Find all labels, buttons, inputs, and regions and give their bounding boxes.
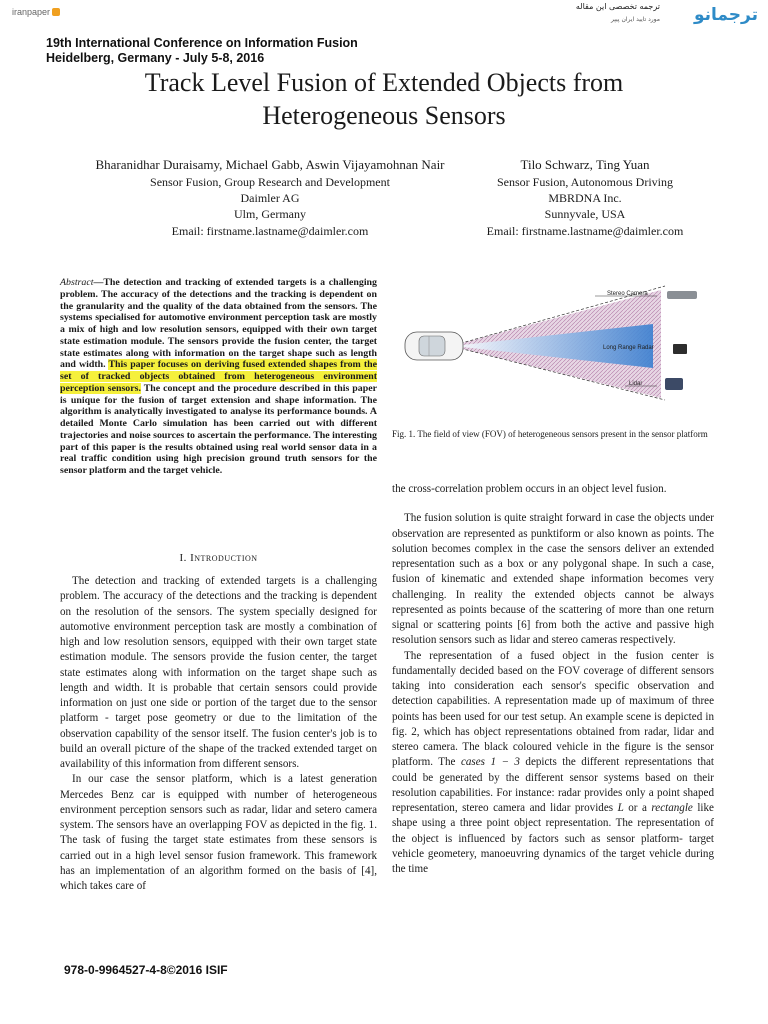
- abstract-lead: Abstract: [60, 277, 94, 288]
- translation-service-logo[interactable]: [575, 2, 758, 30]
- paragraph-continued: the cross-correlation problem occurs in an object level fusion.: [392, 483, 667, 495]
- translation-service-brand: ترجمانو: [693, 5, 758, 25]
- paper-title: [40, 66, 728, 132]
- left-column-body: [60, 574, 377, 894]
- author-names: Bharanidhar Duraisamy, Michael Gabb, Aswin Vijayamohnan Nair: [95, 157, 445, 172]
- stereo-camera-icon: [667, 291, 697, 299]
- author-block-right: [470, 156, 700, 239]
- paragraph: The detection and tracking of extended targets is a challenging problem. The accuracy of the detections and the tracking is dependent on the resolution of the sensors. The system specially designed for automotive environment perception task are mostly a combination of high and low resolution sensors, equipped with their own target state estimation module. The sensors provide the fusion center, the target state estimates along with information on the target shape such as length and width. It is probable that certain sensors could provide information on just one side or portion of the target due to the sensor platform - target pose geometry or due to the limitation of the observation capability of the sensor itself. The fusion center's job is to build an overall picture of the shape of the tracked extended target on availability of this information from different sensors.: [60, 575, 377, 770]
- paragraph: In our case the sensor platform, which is a latest generation Mercedes Benz car is equipped with number of heterogeneous environment perception sensors such as radar, lidar and setero camera system. The sensors have an overlapping FOV as depicted in the fig. 1. The task of fusing the target state estimates from these sensors is carried out in a high level sensor fusion framework. This framework has an implementation of an algorithm formed on the basis of [4], which takes care of: [60, 773, 377, 892]
- math-L: L: [617, 802, 624, 814]
- author-location: Ulm, Germany: [234, 207, 306, 222]
- logo-mark-icon: [52, 8, 60, 16]
- paragraph: The representation of a fused object in the fusion center is fundamentally decided based on the FOV coverage of different sensors taking into consideration each sensor's specific observation and detection capabilities. A representation made up of maximum of three points has been used for our test setup. An example scene is depicted in fig. 2, which has object representations obtained from radar, lidar and stereo camera. The black coloured vehicle in the figure is the sensor platform. The cases 1 − 3 depicts the different representations that could be generated by the different sensor systems based on their resolution capabilities. For instance: radar provides only a point shaped representation, stereo camera and lidar provides L or a rectangle like shape using a three point object representation. The representation of the object is influenced by factors such as sensor platform- target vehicle geometery, manoeuvring dynamics of the target vehicle during the time: [392, 649, 715, 875]
- stereo-camera-label: Stereo Camera: [607, 291, 648, 297]
- abstract-text-continued: The concept and the procedure described in this paper is unique for the fusion of target extension and shape information. The algorithm is analytically investigated to analyse its performance bounds. A detailed Monte Carlo simulation has been carried out with different trajectories and noise sources to ascertain the performance. The interesting part of this paper is the results obtained using real world sensor data in a real traffic condition using high precision ground truth sensors for the sensor platform and the target vehicle.: [60, 382, 377, 476]
- figure-sensor-fov: [395, 282, 715, 402]
- author-block-left: [80, 156, 460, 239]
- author-email: Email: firstname.lastname@daimler.com: [171, 223, 369, 238]
- conference-location: Heidelberg, Germany - July 5-8, 2016: [46, 51, 265, 65]
- copyright-footer: 978-0-9964527-4-8©2016 ISIF: [64, 963, 228, 977]
- sensor-platform-car: [405, 332, 463, 360]
- author-organization: Daimler AG: [240, 191, 300, 206]
- radar-label: Long Range Radar: [603, 345, 654, 351]
- conference-name: 19th International Conference on Information Fusion: [46, 36, 358, 50]
- lidar-icon: [665, 378, 683, 390]
- math-cases: cases 1 − 3: [460, 756, 520, 769]
- abstract-highlight: This paper focuses on deriving fused extended shapes from the set of tracked objects obtained from heterogeneous environment perception sensors.: [60, 359, 377, 394]
- sensor-fov-diagram: [395, 282, 715, 402]
- paragraph: The fusion solution is quite straight forward in case the objects under observation are represented as punktiform or also known as points. The solution becomes complex in the case the sensors deliver an extended representation such as a box or any polygonal shape. In such a case, fusion of kinematic and extended shape information becomes very challenging. In reality the extended objects cannot be always represented as points because of the scattering of more than one return signal or scattering points [6] from both the active and passive high resolution sensors such as lidar and stereo cameras respectively.: [392, 512, 714, 647]
- author-email: Email: firstname.lastname@daimler.com: [486, 223, 684, 238]
- author-department: Sensor Fusion, Autonomous Driving: [496, 175, 673, 189]
- author-names: Tilo Schwarz, Ting Yuan: [520, 157, 650, 172]
- author-department: Sensor Fusion, Group Research and Development: [150, 175, 390, 189]
- math-rectangle: rectangle: [651, 802, 693, 814]
- abstract: [60, 277, 377, 477]
- author-organization: MBRDNA Inc.: [548, 191, 622, 206]
- title-line-1: Track Level Fusion of Extended Objects from: [144, 68, 624, 97]
- iranpaper-logo-text: iranpaper: [12, 7, 51, 17]
- translation-service-tagline: ترجمه تخصصی این مقاله: [575, 2, 660, 11]
- radar-icon: [673, 344, 687, 354]
- title-line-2: Heterogeneous Sensors: [262, 101, 506, 130]
- lidar-label: Lidar: [629, 381, 643, 387]
- figure-caption: Fig. 1. The field of view (FOV) of heterogeneous sensors present in the sensor platform: [392, 429, 708, 439]
- right-column-body: [392, 482, 714, 877]
- iranpaper-logo: [12, 5, 62, 19]
- translation-service-subtagline: مورد تایید ایران پیپر: [610, 16, 660, 23]
- abstract-text: —The detection and tracking of extended targets is a challenging problem. The accuracy of the detections and the tracking is dependent on the granularity and the quality of the data obtained from the sensors. The systems specialised for automotive environment perception task are mostly a mix of high and low resolution sensors, equipped with their own target state estimation module. The sensors provide the fusion center, the target state estimates along with information on the target shape such as length and width.: [60, 277, 377, 371]
- author-location: Sunnyvale, USA: [544, 207, 626, 222]
- section-heading: I. Introduction: [179, 552, 258, 564]
